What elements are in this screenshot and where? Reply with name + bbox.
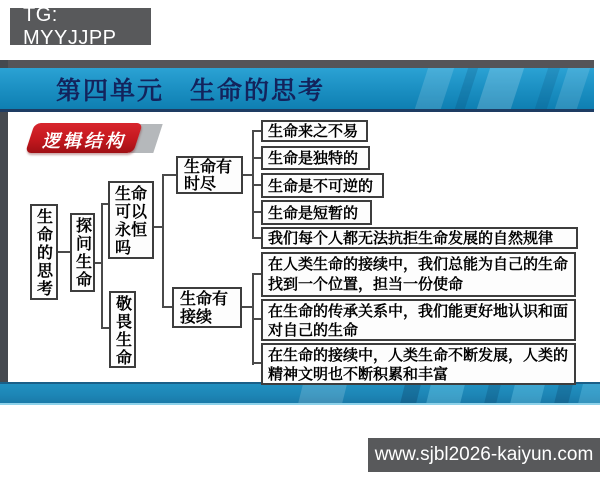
connector-line — [253, 318, 261, 320]
node-root: 生命的思考 — [30, 204, 58, 300]
tg-watermark-label: TG: MYYJJPP — [23, 3, 117, 49]
band-streak — [552, 382, 574, 405]
node-life-has-end: 生命有时尽 — [176, 156, 243, 194]
slide-top-border — [0, 60, 594, 68]
node-revere-life: 敬畏生命 — [109, 291, 136, 368]
slide-header — [0, 68, 594, 112]
node-can-life-be-eternal: 生命可以永恒吗 — [108, 181, 154, 259]
connector-line — [253, 362, 261, 364]
band-streak — [508, 382, 546, 405]
band-streak — [482, 382, 502, 405]
leaf-node: 生命是短暂的 — [261, 200, 372, 225]
page-title — [56, 68, 325, 109]
header-streak — [409, 68, 458, 112]
slide-bottom-band — [0, 382, 600, 405]
leaf-node: 在生命的传承关系中，我们能更好地认识和面对自己的生命 — [261, 299, 576, 341]
website-watermark — [368, 438, 600, 472]
logic-structure-badge — [28, 123, 178, 155]
unit-title: 生命的思考 — [190, 76, 326, 105]
website-label: www.sjbl2026-kaiyun.com — [374, 444, 594, 465]
leaf-node: 生命是不可逆的 — [261, 173, 384, 198]
connector-line — [253, 273, 261, 275]
badge-label: 逻辑结构 — [42, 131, 126, 151]
connector-line — [163, 174, 177, 176]
unit-label: 第四单元 — [56, 76, 165, 105]
connector-line — [57, 251, 70, 253]
band-streak — [576, 382, 600, 405]
header-streak — [471, 68, 528, 112]
connector-line — [253, 184, 261, 186]
connector-line — [162, 174, 164, 308]
band-streak — [398, 382, 422, 405]
connector-line — [253, 130, 261, 132]
leaf-node: 我们每个人都无法抗拒生命发展的自然规律 — [261, 227, 578, 249]
connector-line — [253, 237, 261, 239]
tg-watermark — [10, 3, 151, 49]
band-streak — [424, 382, 466, 405]
connector-line — [253, 211, 261, 213]
band-streak — [296, 382, 348, 405]
node-explore-life: 探问生命 — [70, 213, 95, 292]
leaf-node: 在生命的接续中，人类生命不断发展，人类的精神文明也不断积累和丰富 — [261, 343, 576, 385]
node-life-continues: 生命有接续 — [172, 287, 242, 328]
connector-line — [101, 203, 103, 329]
leaf-node: 生命来之不易 — [261, 120, 368, 142]
connector-line — [253, 157, 261, 159]
header-streak — [449, 68, 482, 112]
leaf-node: 生命是独特的 — [261, 146, 370, 170]
leaf-node: 在人类生命的接续中，我们总能为自己的生命找到一个位置，担当一份使命 — [261, 252, 576, 297]
